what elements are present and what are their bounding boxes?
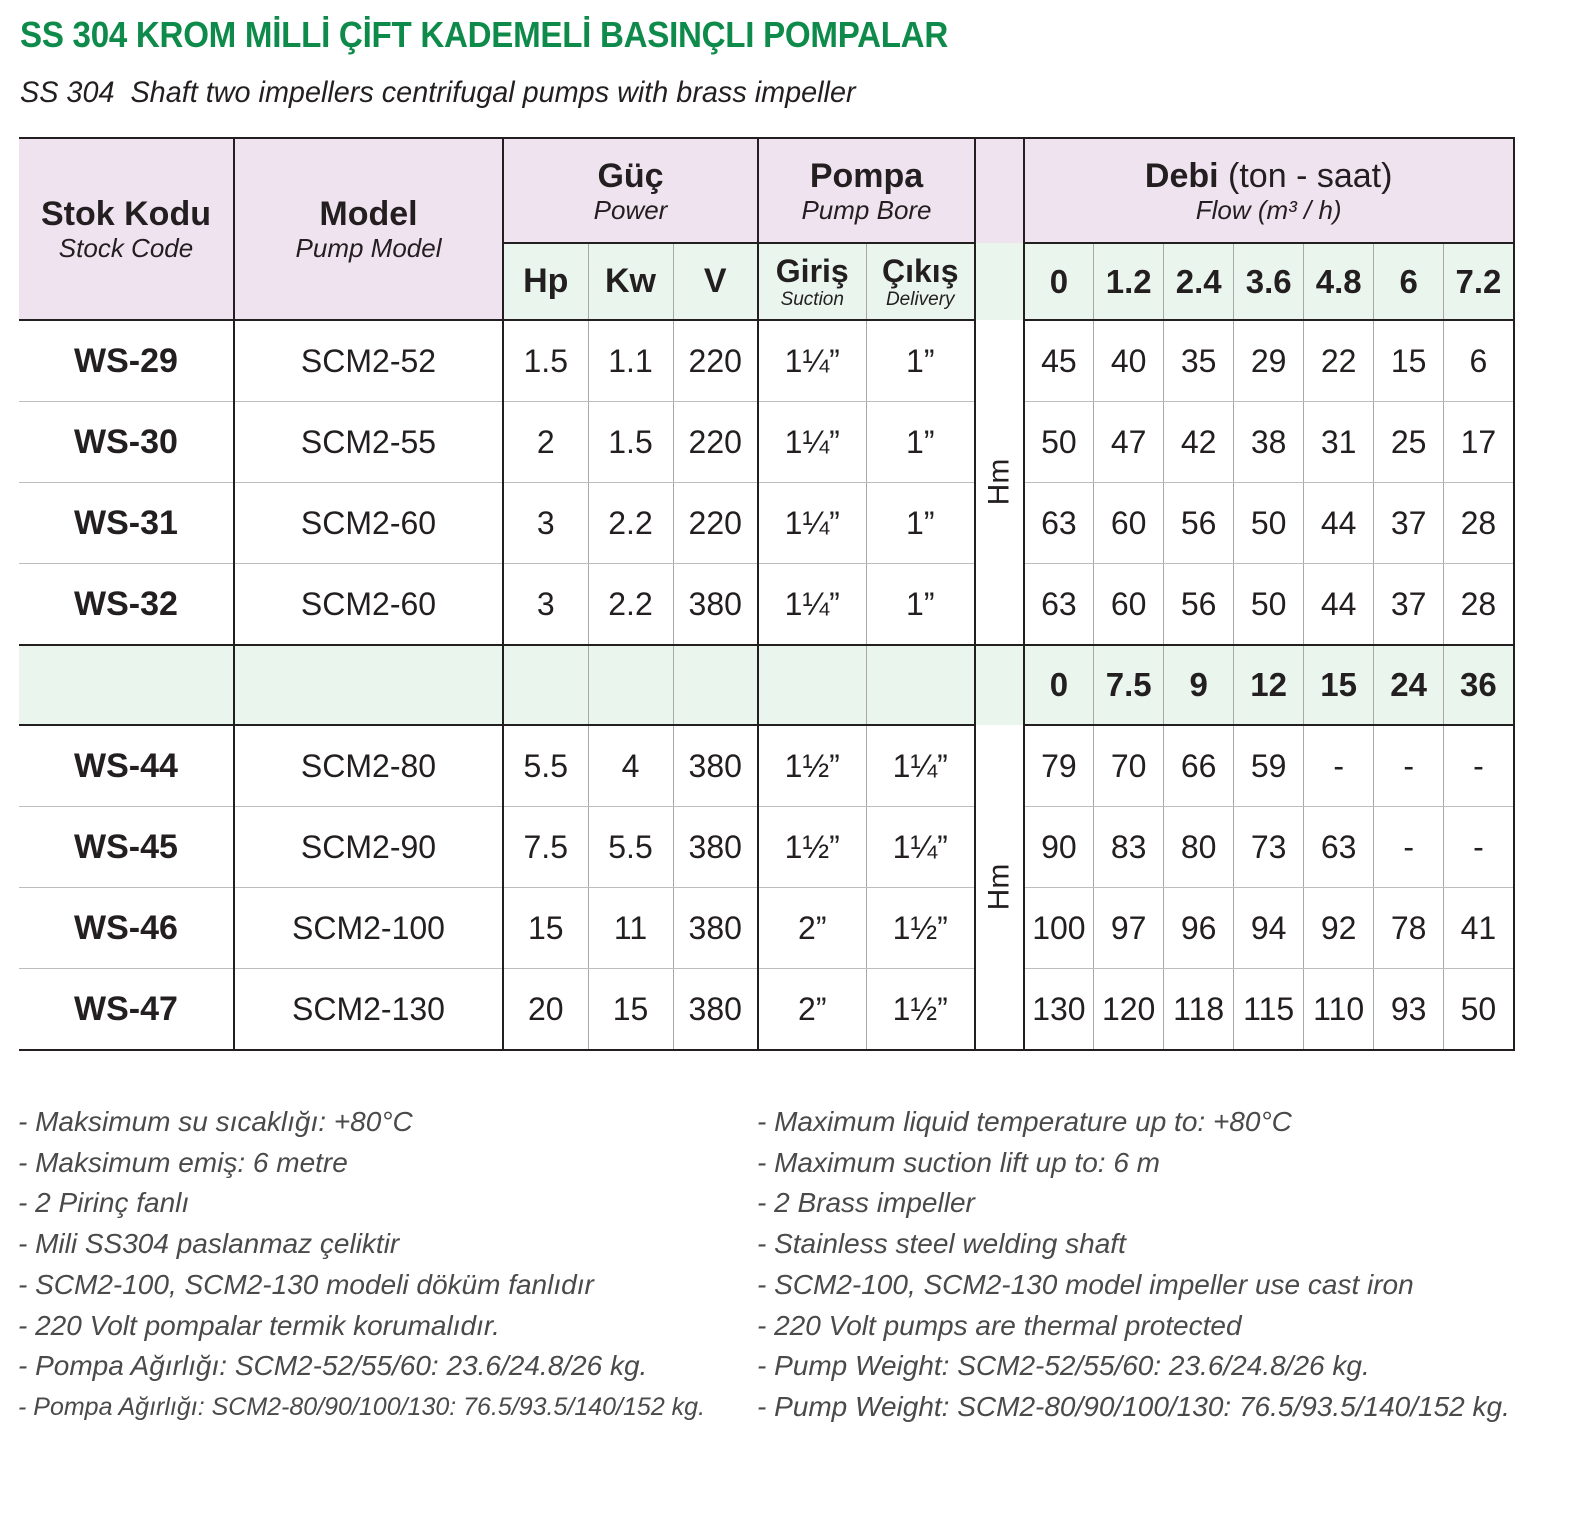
notes-turkish	[18, 1102, 705, 1428]
head-unit-cell	[975, 725, 1024, 1050]
hp: 2	[503, 402, 588, 483]
head-value: 60	[1094, 483, 1164, 564]
flow-subheader-row	[19, 645, 1514, 725]
table-row	[19, 564, 1514, 646]
head-value: 25	[1374, 402, 1444, 483]
model: SCM2-90	[234, 807, 503, 888]
model: SCM2-80	[234, 725, 503, 807]
kw: 4	[588, 725, 673, 807]
head-value: 56	[1164, 564, 1234, 646]
empty-cell	[503, 645, 588, 725]
delivery: 1”	[866, 402, 975, 483]
head-value: 78	[1374, 888, 1444, 969]
head-value: 44	[1304, 483, 1374, 564]
note-item: - 220 Volt pumps are thermal protected	[757, 1309, 1242, 1341]
note-item: - 2 Brass impeller	[757, 1187, 975, 1219]
model: SCM2-55	[234, 402, 503, 483]
header-flow-tr	[1025, 157, 1513, 195]
head-value: 63	[1024, 483, 1094, 564]
volt: 220	[673, 483, 758, 564]
table-row	[19, 725, 1514, 807]
flow-point: 0	[1024, 243, 1094, 320]
head-value: 44	[1304, 564, 1374, 646]
kw: 15	[588, 969, 673, 1051]
head-value: 93	[1374, 969, 1444, 1051]
head-value: 29	[1234, 320, 1304, 402]
flow-point: 4.8	[1304, 243, 1374, 320]
header-model-en: Pump Model	[295, 233, 442, 263]
volt: 380	[673, 725, 758, 807]
table-row	[19, 969, 1514, 1051]
header-pump-bore-en: Pump Bore	[801, 194, 932, 225]
note-item: - Maximum liquid temperature up to: +80°C	[757, 1106, 1292, 1137]
head-value: 115	[1234, 969, 1304, 1051]
header-model-tr: Model	[319, 195, 418, 233]
empty-cell	[19, 645, 234, 725]
suction: 1¼”	[758, 320, 866, 402]
note-item: - Maksimum emiş: 6 metre	[18, 1146, 348, 1178]
note-item: - Stainless steel welding shaft	[757, 1228, 1126, 1260]
head-value: 50	[1234, 564, 1304, 646]
stock-code: WS-47	[19, 969, 234, 1051]
head-unit-cell	[975, 320, 1024, 645]
head-value: 22	[1304, 320, 1374, 402]
head-value: 45	[1024, 320, 1094, 402]
header-model	[234, 138, 503, 320]
hp: 7.5	[503, 807, 588, 888]
note-item: - Maximum suction lift up to: 6 m	[757, 1146, 1161, 1178]
hp: 20	[503, 969, 588, 1051]
head-value: -	[1374, 807, 1444, 888]
header-flow-debi: Debi	[1144, 156, 1219, 195]
head-value: 94	[1234, 888, 1304, 969]
kw: 2.2	[588, 483, 673, 564]
head-value: 63	[1304, 807, 1374, 888]
empty-cell	[234, 645, 503, 725]
flow-point: 24	[1374, 645, 1444, 725]
header-spacer	[975, 138, 1024, 243]
table-row	[19, 888, 1514, 969]
flow-point: 36	[1444, 645, 1514, 725]
head-value: 6	[1444, 320, 1514, 402]
head-value: 90	[1024, 807, 1094, 888]
head-value: 130	[1024, 969, 1094, 1051]
head-value: 83	[1094, 807, 1164, 888]
head-value: 66	[1164, 725, 1234, 807]
hp: 3	[503, 564, 588, 646]
pump-spec-table	[19, 137, 1515, 1051]
suction: 1½”	[758, 725, 866, 807]
head-value: -	[1304, 725, 1374, 807]
suction: 1¼”	[758, 564, 866, 646]
suction: 2”	[758, 888, 866, 969]
header-stock-code-tr: Stok Kodu	[41, 195, 211, 233]
head-value: 96	[1164, 888, 1234, 969]
table-row	[19, 402, 1514, 483]
head-value: 97	[1094, 888, 1164, 969]
header-delivery	[866, 243, 975, 320]
head-value: 118	[1164, 969, 1234, 1051]
head-value: 56	[1164, 483, 1234, 564]
head-value: 15	[1374, 320, 1444, 402]
head-value: 80	[1164, 807, 1234, 888]
model: SCM2-130	[234, 969, 503, 1051]
flow-point: 0	[1024, 645, 1094, 725]
header-flow-unit-tr: (ton - saat)	[1228, 156, 1393, 195]
delivery: 1¼”	[866, 807, 975, 888]
table-row	[19, 807, 1514, 888]
table-row	[19, 320, 1514, 402]
flow-point: 1.2	[1094, 243, 1164, 320]
head-value: 110	[1304, 969, 1374, 1051]
note-item: - 2 Pirinç fanlı	[18, 1187, 190, 1219]
volt: 380	[673, 888, 758, 969]
head-value: 120	[1094, 969, 1164, 1051]
header-flow-en: Flow (m³ / h)	[1195, 194, 1342, 225]
head-value: 41	[1444, 888, 1514, 969]
head-value: 79	[1024, 725, 1094, 807]
notes-english	[757, 1102, 1510, 1428]
head-value: -	[1374, 725, 1444, 807]
header-flow	[1024, 138, 1514, 243]
head-value: 17	[1444, 402, 1514, 483]
head-value: 100	[1024, 888, 1094, 969]
head-value: 59	[1234, 725, 1304, 807]
delivery: 1”	[866, 320, 975, 402]
page-title: SS 304 KROM MİLLİ ÇİFT KADEMELİ BASINÇLI POMPALAR	[20, 14, 948, 55]
header-pump-bore	[758, 138, 975, 243]
delivery: 1¼”	[866, 725, 975, 807]
head-value: 28	[1444, 564, 1514, 646]
flow-point: 12	[1234, 645, 1304, 725]
hp: 1.5	[503, 320, 588, 402]
hp: 15	[503, 888, 588, 969]
head-value: -	[1444, 807, 1514, 888]
note-item: - Pump Weight: SCM2-52/55/60: 23.6/24.8/26 kg.	[757, 1350, 1370, 1382]
head-value: 31	[1304, 402, 1374, 483]
head-value: 60	[1094, 564, 1164, 646]
kw: 2.2	[588, 564, 673, 646]
delivery: 1”	[866, 564, 975, 646]
empty-cell	[866, 645, 975, 725]
note-item: - SCM2-100, SCM2-130 model impeller use cast iron	[757, 1268, 1414, 1300]
header-pump-bore-tr: Pompa	[809, 156, 924, 195]
header-stock-code	[19, 138, 234, 320]
head-value: -	[1444, 725, 1514, 807]
head-unit-label: Hm	[982, 863, 1016, 911]
model: SCM2-100	[234, 888, 503, 969]
kw: 11	[588, 888, 673, 969]
empty-cell	[758, 645, 866, 725]
head-value: 40	[1094, 320, 1164, 402]
flow-point: 7.2	[1444, 243, 1514, 320]
head-value: 50	[1234, 483, 1304, 564]
note-item: - Maksimum su sıcaklığı: +80°C	[18, 1106, 413, 1137]
model: SCM2-52	[234, 320, 503, 402]
delivery: 1”	[866, 483, 975, 564]
note-item: - Pompa Ağırlığı: SCM2-52/55/60: 23.6/24.8/26 kg.	[18, 1350, 648, 1382]
head-value: 37	[1374, 564, 1444, 646]
head-value: 50	[1444, 969, 1514, 1051]
header-power-tr: Güç	[597, 156, 664, 195]
header-delivery-en: Delivery	[885, 288, 955, 310]
suction: 1½”	[758, 807, 866, 888]
head-value: 92	[1304, 888, 1374, 969]
flow-point: 9	[1164, 645, 1234, 725]
suction: 1¼”	[758, 483, 866, 564]
head-value: 42	[1164, 402, 1234, 483]
flow-point: 6	[1374, 243, 1444, 320]
stock-code: WS-31	[19, 483, 234, 564]
head-value: 47	[1094, 402, 1164, 483]
head-value: 38	[1234, 402, 1304, 483]
stock-code: WS-45	[19, 807, 234, 888]
volt: 220	[673, 320, 758, 402]
header-kw: Kw	[588, 243, 673, 320]
header-spacer-2	[975, 243, 1024, 320]
stock-code: WS-44	[19, 725, 234, 807]
hp: 5.5	[503, 725, 588, 807]
empty-cell	[588, 645, 673, 725]
stock-code: WS-29	[19, 320, 234, 402]
stock-code: WS-32	[19, 564, 234, 646]
volt: 380	[673, 564, 758, 646]
delivery: 1½”	[866, 969, 975, 1051]
head-value: 37	[1374, 483, 1444, 564]
kw: 1.1	[588, 320, 673, 402]
note-item: - SCM2-100, SCM2-130 modeli döküm fanlıdır	[18, 1268, 594, 1300]
note-item: - 220 Volt pompalar termik korumalıdır.	[18, 1309, 500, 1341]
kw: 5.5	[588, 807, 673, 888]
flow-point: 3.6	[1234, 243, 1304, 320]
suction: 2”	[758, 969, 866, 1051]
table-row	[19, 483, 1514, 564]
header-spacer-3	[975, 645, 1024, 725]
header-power-en: Power	[593, 194, 668, 225]
header-v: V	[673, 243, 758, 320]
head-value: 63	[1024, 564, 1094, 646]
stock-code: WS-46	[19, 888, 234, 969]
suction: 1¼”	[758, 402, 866, 483]
flow-point: 7.5	[1094, 645, 1164, 725]
head-value: 73	[1234, 807, 1304, 888]
header-suction-tr: Giriş	[775, 252, 849, 289]
hp: 3	[503, 483, 588, 564]
flow-point: 2.4	[1164, 243, 1234, 320]
volt: 380	[673, 807, 758, 888]
flow-point: 15	[1304, 645, 1374, 725]
head-value: 35	[1164, 320, 1234, 402]
header-hp: Hp	[503, 243, 588, 320]
header-stock-code-en: Stock Code	[58, 233, 194, 263]
delivery: 1½”	[866, 888, 975, 969]
note-item: - Mili SS304 paslanmaz çeliktir	[18, 1228, 400, 1260]
header-power	[503, 138, 758, 243]
page-subtitle: SS 304 Shaft two impellers centrifugal pumps with brass impeller	[20, 76, 856, 109]
kw: 1.5	[588, 402, 673, 483]
head-value: 50	[1024, 402, 1094, 483]
note-item: - Pompa Ağırlığı: SCM2-80/90/100/130: 76.5/93.5/140/152 kg.	[18, 1392, 706, 1421]
empty-cell	[673, 645, 758, 725]
header-suction	[758, 243, 866, 320]
head-value: 70	[1094, 725, 1164, 807]
volt: 380	[673, 969, 758, 1051]
stock-code: WS-30	[19, 402, 234, 483]
model: SCM2-60	[234, 483, 503, 564]
note-item: - Pump Weight: SCM2-80/90/100/130: 76.5/93.5/140/152 kg.	[757, 1390, 1510, 1422]
head-value: 28	[1444, 483, 1514, 564]
head-unit-label: Hm	[982, 458, 1016, 506]
model: SCM2-60	[234, 564, 503, 646]
header-delivery-tr: Çıkış	[882, 252, 959, 289]
header-suction-en: Suction	[780, 288, 844, 310]
volt: 220	[673, 402, 758, 483]
